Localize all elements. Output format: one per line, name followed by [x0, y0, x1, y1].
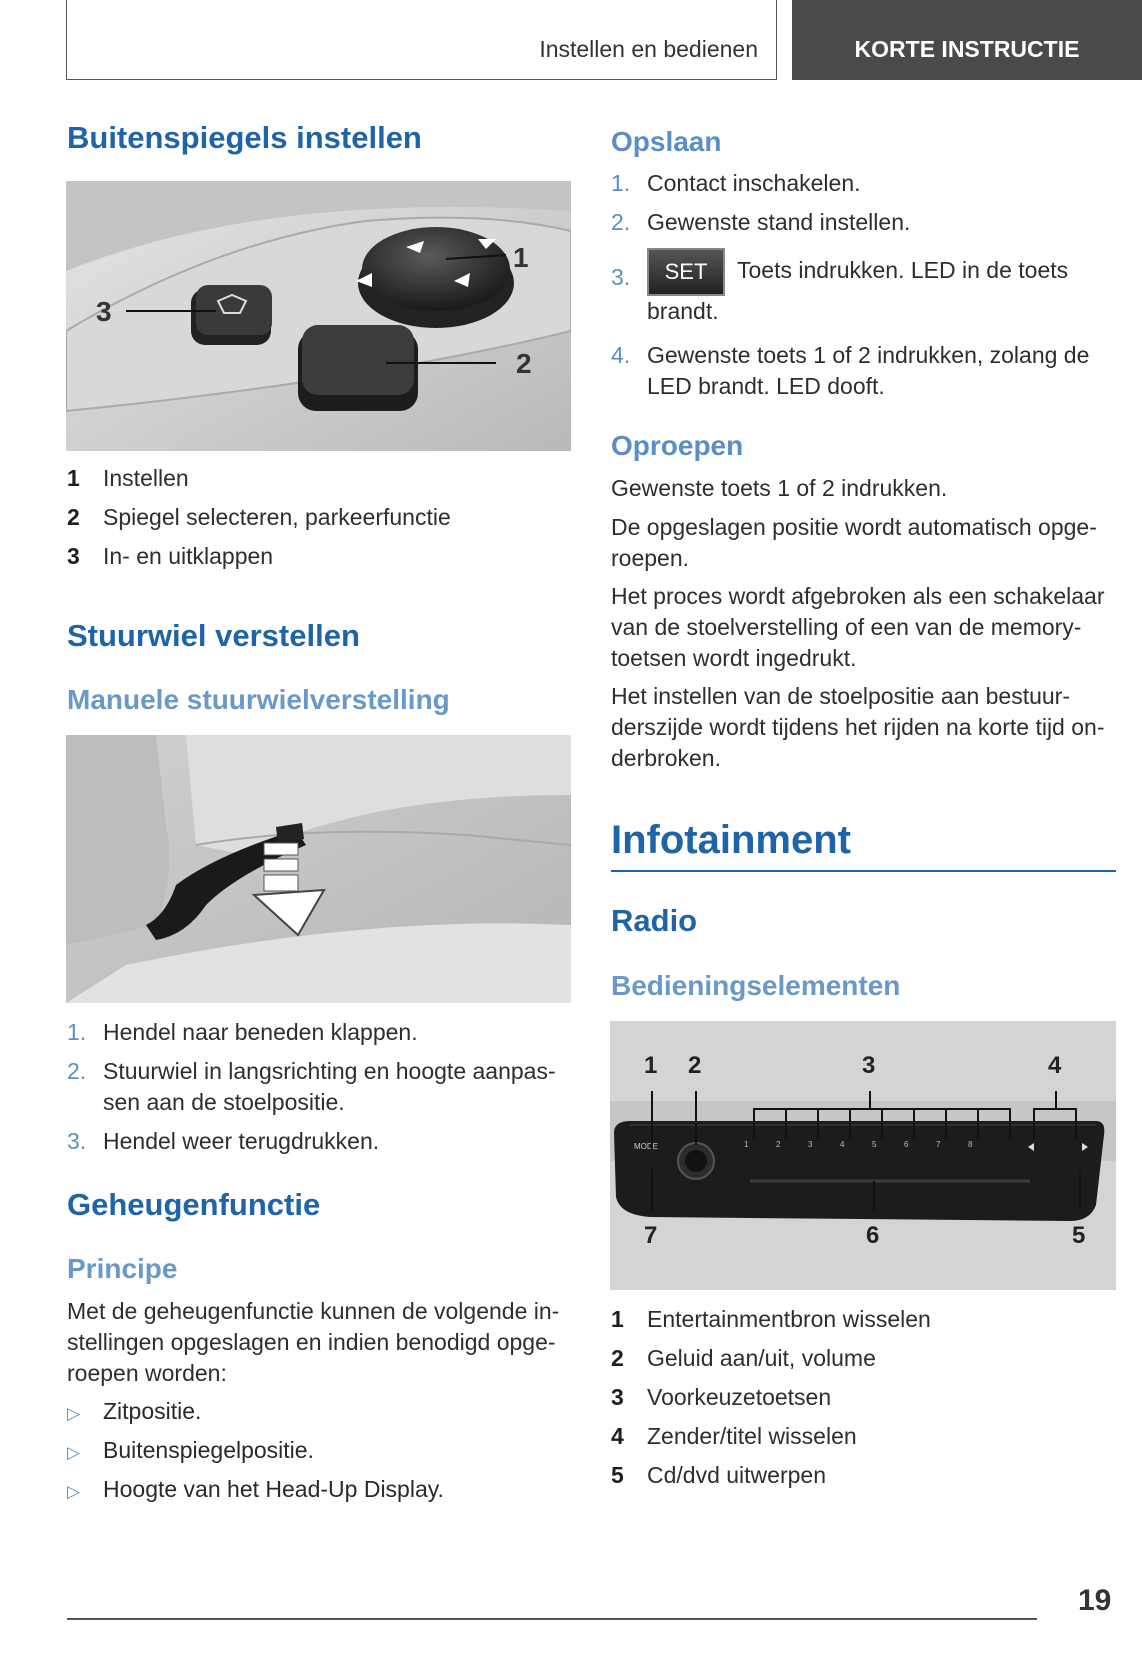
bullet-icon: ▷ [67, 1404, 81, 1423]
recall-para-2: De opgeslagen positie wordt automatisch opge-roepen. [611, 514, 1097, 571]
preset-5-label: 5 [872, 1140, 877, 1149]
radio-controls-figure [610, 1021, 1116, 1290]
radio-item-5 [611, 1460, 826, 1491]
radio-item-num: 1 [611, 1306, 624, 1332]
bullet-text: Zitpositie. [103, 1398, 202, 1424]
step-number: 3. [611, 264, 631, 290]
recall-para-3: Het proces wordt afgebroken als een schakelaar van de stoelverstelling of een van de memory-toetsen wordt ingedrukt. [611, 583, 1105, 671]
section-tab[interactable]: KORTE INSTRUCTIE [792, 0, 1142, 80]
memory-heading: Geheugenfunctie [67, 1187, 321, 1222]
mirror-item-2 [67, 502, 451, 533]
radio-callout-4: 4 [1048, 1052, 1062, 1079]
radio-callout-7: 7 [644, 1222, 658, 1249]
store-step-1 [611, 168, 861, 199]
store-step-3 [611, 248, 1116, 327]
mirror-item-text: In- en uitklappen [103, 543, 274, 569]
mirror-callout-3: 3 [96, 296, 112, 327]
recall-heading: Oproepen [611, 430, 744, 461]
steering-lever-figure [66, 735, 571, 1003]
step-number: 1. [611, 170, 631, 196]
radio-callout-1: 1 [644, 1052, 658, 1079]
preset-8-label: 8 [968, 1140, 973, 1149]
radio-callout-2: 2 [688, 1052, 702, 1079]
preset-1-label: 1 [744, 1140, 749, 1149]
principle-text: Met de geheugenfunctie kunnen de volgende in-stellingen opgeslagen en indien benodigd opge-roepen worden: [67, 1298, 560, 1386]
mirror-item-num: 3 [67, 543, 80, 569]
memory-bullet-2 [67, 1435, 314, 1468]
preset-4-label: 4 [840, 1140, 845, 1149]
store-step-4 [611, 340, 1116, 402]
mirror-item-text: Instellen [103, 465, 189, 491]
bullet-icon: ▷ [67, 1443, 81, 1462]
radio-item-num: 5 [611, 1462, 624, 1488]
preset-2-label: 2 [776, 1140, 781, 1149]
step-text: Hendel weer terugdrukken. [103, 1128, 380, 1154]
radio-item-num: 4 [611, 1423, 624, 1449]
step-text: Hendel naar beneden klappen. [103, 1019, 418, 1045]
radio-item-1 [611, 1304, 931, 1335]
store-heading: Opslaan [611, 126, 722, 157]
mirror-item-text: Spiegel selecteren, parkeerfunctie [103, 504, 451, 530]
step-number: 2. [611, 209, 631, 235]
steering-step-1 [67, 1017, 418, 1048]
radio-item-4 [611, 1421, 857, 1452]
step-number: 4. [611, 342, 631, 368]
infotainment-heading: Infotainment [611, 818, 851, 862]
chapter-title: Instellen en bedienen [539, 36, 758, 62]
radio-heading: Radio [611, 903, 698, 938]
bullet-text: Buitenspiegelpositie. [103, 1437, 314, 1463]
page-number: 19 [1078, 1584, 1112, 1617]
footer-rule [67, 1618, 1037, 1620]
mirror-item-3 [67, 541, 273, 572]
header-box [66, 0, 777, 80]
steering-heading: Stuurwiel verstellen [67, 618, 360, 653]
mode-label: MODE [634, 1142, 658, 1151]
mirror-item-num: 1 [67, 465, 80, 491]
steering-subheading: Manuele stuurwielverstelling [67, 684, 450, 715]
radio-item-text: Geluid aan/uit, volume [647, 1345, 876, 1371]
radio-item-text: Voorkeuzetoetsen [647, 1384, 832, 1410]
infotainment-rule [611, 870, 1116, 872]
principle-heading: Principe [67, 1253, 178, 1284]
preset-7-label: 7 [936, 1140, 941, 1149]
store-step-2 [611, 207, 910, 238]
radio-callout-3: 3 [862, 1052, 876, 1079]
step-number: 1. [67, 1019, 87, 1045]
radio-item-text: Cd/dvd uitwerpen [647, 1462, 826, 1488]
memory-bullet-3 [67, 1474, 444, 1507]
steering-step-3 [67, 1126, 379, 1157]
mirrors-heading: Buitenspiegels instellen [67, 120, 422, 155]
step-text-cont: brandt. [647, 298, 719, 324]
radio-callout-5: 5 [1072, 1222, 1086, 1249]
radio-callout-6: 6 [866, 1222, 880, 1249]
step-text: Contact inschakelen. [647, 170, 861, 196]
preset-6-label: 6 [904, 1140, 909, 1149]
radio-item-3 [611, 1382, 831, 1413]
steering-step-2 [67, 1056, 572, 1118]
mirror-item-num: 2 [67, 504, 80, 530]
controls-heading: Bedieningselementen [611, 970, 901, 1001]
bullet-icon: ▷ [67, 1482, 81, 1501]
step-text: Stuurwiel in langsrichting en hoogte aanpas-sen aan de stoelpositie. [103, 1058, 556, 1115]
radio-item-num: 3 [611, 1384, 624, 1410]
radio-item-text: Entertainmentbron wisselen [647, 1306, 931, 1332]
radio-item-2 [611, 1343, 876, 1374]
step-text: Gewenste stand instellen. [647, 209, 911, 235]
mirror-item-1 [67, 463, 189, 494]
preset-3-label: 3 [808, 1140, 813, 1149]
mirror-callout-2: 2 [516, 348, 532, 379]
radio-item-num: 2 [611, 1345, 624, 1371]
set-button[interactable]: SET [647, 248, 725, 296]
step-number: 3. [67, 1128, 87, 1154]
step-text: Toets indrukken. LED in de toets [737, 257, 1069, 284]
mirror-controls-figure [66, 181, 571, 451]
memory-bullet-1 [67, 1396, 201, 1429]
recall-para-1: Gewenste toets 1 of 2 indrukken. [611, 475, 948, 501]
step-text: Gewenste toets 1 of 2 indrukken, zolang de LED brandt. LED dooft. [647, 342, 1090, 399]
radio-item-text: Zender/titel wisselen [647, 1423, 857, 1449]
mirror-callout-1: 1 [513, 242, 529, 273]
recall-para-4: Het instellen van de stoelpositie aan bestuur-derszijde wordt tijdens het rijden na korte tijd on-derbroken. [611, 683, 1105, 771]
step-number: 2. [67, 1058, 87, 1084]
bullet-text: Hoogte van het Head-Up Display. [103, 1476, 444, 1502]
